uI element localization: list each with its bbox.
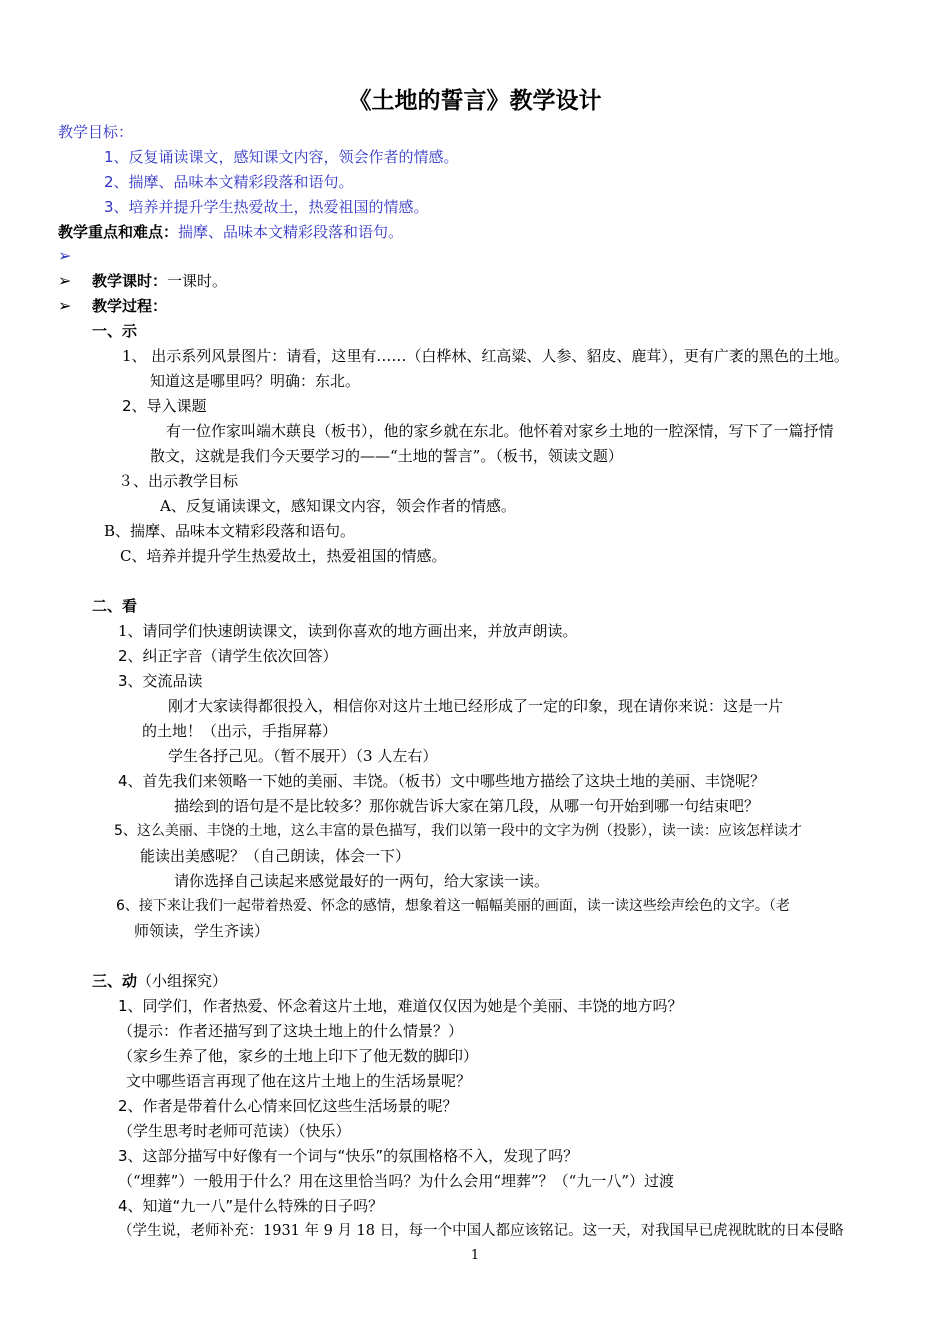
- objectives-heading: 教学目标：: [58, 123, 134, 141]
- section-heading: 三、动: [92, 972, 138, 990]
- paragraph-line: （提示：作者还描写到了这块土地上的什么情景？）: [118, 1022, 464, 1040]
- paragraph-line: 的土地！（出示，手指屏幕）: [142, 722, 338, 740]
- document-title: 《土地的誓言》教学设计: [348, 88, 602, 114]
- paragraph-line: 2、纠正字音（请学生依次回答）: [118, 647, 338, 665]
- class-hours-line: [92, 271, 227, 291]
- paragraph-line: 请你选择自己读起来感觉最好的一两句，给大家读一读。: [174, 872, 550, 890]
- paragraph-line: 学生各抒己见。（暂不展开）（3 人左右）: [168, 747, 438, 765]
- paragraph-line: 4、首先我们来领略一下她的美丽、丰饶。（板书）文中哪些地方描绘了这块土地的美丽、丰饶呢？: [118, 772, 766, 790]
- paragraph-line: 4、知道“九一八”是什么特殊的日子吗？: [118, 1197, 384, 1215]
- section-heading-line: [92, 971, 227, 991]
- arrow-bullet-icon: ➢: [58, 246, 72, 265]
- paragraph-line: 1、请同学们快速朗读课文，读到你喜欢的地方画出来，并放声朗读。: [118, 622, 578, 640]
- key-points-line: [58, 222, 403, 242]
- objective-item: 1、反复诵读课文，感知课文内容，领会作者的情感。: [104, 148, 459, 166]
- paragraph-line: ３、出示教学目标: [118, 472, 239, 490]
- paragraph-line: 有一位作家叫端木蕻良（板书），他的家乡就在东北。他怀着对家乡土地的一腔深情，写下了一篇抒情: [166, 422, 834, 440]
- paragraph-line: 师领读，学生齐读）: [134, 922, 270, 940]
- paragraph-line: （“埋葬”）一般用于什么？用在这里恰当吗？为什么会用“埋葬”？（“九一八”）过渡: [118, 1172, 675, 1190]
- paragraph-line: B、揣摩、品味本文精彩段落和语句。: [104, 522, 356, 540]
- objective-item: 2、揣摩、品味本文精彩段落和语句。: [104, 173, 354, 191]
- paragraph-line: 1、 出示系列风景图片：请看，这里有……（白桦林、红高粱、人参、貂皮、鹿茸），更有广袤的黑色的土地。: [122, 347, 849, 365]
- paragraph-line: （家乡生养了他，家乡的土地上印下了他无数的脚印）: [118, 1047, 479, 1065]
- paragraph-line: 5、这么美丽、丰饶的土地，这么丰富的景色描写，我们以第一段中的文字为例（投影），读一读：应该怎样读才: [114, 823, 802, 839]
- objective-item: 3、培养并提升学生热爱故土，热爱祖国的情感。: [104, 198, 429, 216]
- paragraph-line: 刚才大家读得都很投入，相信你对这片土地已经形成了一定的印象，现在请你来说：这是一片: [168, 697, 784, 715]
- paragraph-line: （学生思考时老师可范读）（快乐）: [118, 1122, 351, 1140]
- paragraph-line: C、培养并提升学生热爱故土，热爱祖国的情感。: [120, 547, 447, 565]
- paragraph-line: 1、同学们，作者热爱、怀念着这片土地，难道仅仅因为她是个美丽、丰饶的地方吗？: [118, 997, 683, 1015]
- section-heading-note: （小组探究）: [137, 972, 228, 990]
- paragraph-line: 能读出美感呢？（自己朗读，体会一下）: [140, 847, 411, 865]
- page-number: 1: [470, 1248, 480, 1263]
- class-hours-label: 教学课时：: [92, 272, 168, 290]
- section-heading: 一、示: [92, 322, 138, 340]
- key-points-label: 教学重点和难点：: [58, 223, 179, 241]
- paragraph-line: 散文，这就是我们今天要学习的——“土地的誓言”。（板书，领读文题）: [150, 447, 623, 465]
- paragraph-line: A、反复诵读课文，感知课文内容，领会作者的情感。: [160, 497, 516, 515]
- paragraph-line: 2、作者是带着什么心情来回忆这些生活场景的呢？: [118, 1097, 458, 1115]
- paragraph-line: 描绘到的语句是不是比较多？那你就告诉大家在第几段，从哪一句开始到哪一句结束吧？: [174, 797, 760, 815]
- paragraph-line: （学生说，老师补充：1931 年 9 月 18 日，每一个中国人都应该铭记。这一天，对我国早已虎视眈眈的日本侵略: [118, 1223, 844, 1239]
- paragraph-line: 文中哪些语言再现了他在这片土地上的生活场景呢？: [126, 1072, 472, 1090]
- arrow-bullet-icon: ➢: [58, 271, 72, 290]
- key-points-text: 揣摩、品味本文精彩段落和语句。: [178, 223, 404, 241]
- arrow-bullet-icon: ➢: [58, 296, 72, 315]
- section-heading: 二、看: [92, 597, 138, 615]
- process-label: 教学过程：: [92, 297, 168, 315]
- paragraph-line: 2、导入课题: [122, 397, 207, 415]
- paragraph-line: 知道这是哪里吗？明确：东北。: [150, 372, 361, 390]
- paragraph-line: 3、这部分描写中好像有一个词与“快乐”的氛围格格不入，发现了吗？: [118, 1147, 579, 1165]
- paragraph-line: 3、交流品读: [118, 672, 203, 690]
- class-hours-text: 一课时。: [167, 272, 228, 290]
- paragraph-line: 6、接下来让我们一起带着热爱、怀念的感情，想象着这一幅幅美丽的画面，读一读这些绘声绘色的文字。（老: [116, 898, 790, 914]
